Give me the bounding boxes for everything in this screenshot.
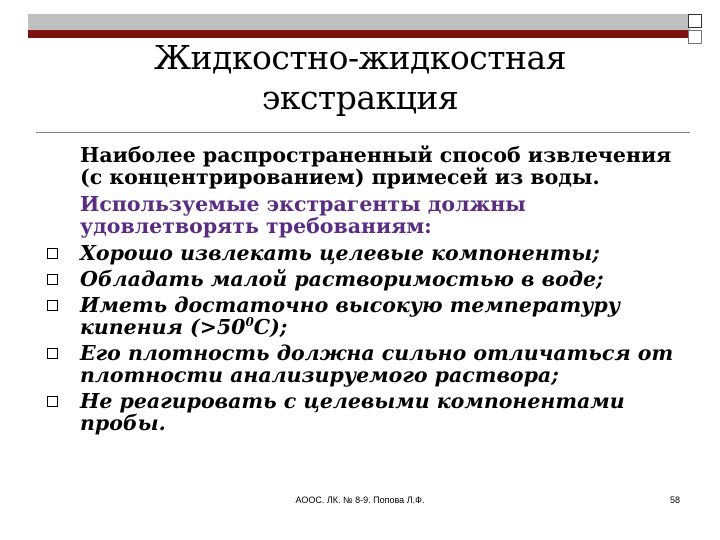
square-bullet-icon (47, 248, 58, 259)
header-red-bar (28, 30, 690, 38)
list-item-text: Обладать малой растворимостью в воде; (80, 267, 604, 291)
superscript: 0 (245, 315, 254, 330)
list-item (40, 294, 700, 338)
list-item-text: Не реагировать с целевыми компонентами пробы. (80, 389, 625, 435)
list-item-text: Иметь достаточно высокую температуру кипения (>50 (80, 293, 621, 339)
requirements-paragraph: Используемые экстрагенты должны удовлетворять требованиям: (80, 192, 526, 238)
square-bullet-icon (47, 348, 58, 359)
list-item-text: Хорошо извлекать целевые компоненты; (80, 241, 600, 265)
corner-square-icon (688, 30, 702, 44)
title-divider (36, 132, 690, 133)
square-bullet-icon (47, 396, 58, 407)
page-number: 58 (669, 495, 680, 505)
list-item (40, 390, 700, 434)
list-item (40, 268, 700, 290)
slide-title: Жидкостно-жидкостная экстракция (153, 38, 567, 117)
list-item-text-tail: С); (253, 315, 288, 339)
list-item-text: Его плотность должна сильно отличаться от плотности анализируемого раствора; (80, 341, 674, 387)
corner-square-icon (688, 14, 702, 28)
slide-footer: АООС. ЛК. № 8-9. Попова Л.Ф. (295, 495, 425, 505)
slide-body (40, 144, 700, 438)
intro-paragraph: Наиболее распространенный способ извлечения (с концентрированием) примесей из воды. (80, 143, 672, 189)
list-item (40, 242, 700, 264)
square-bullet-icon (47, 274, 58, 285)
list-item (40, 342, 700, 386)
square-bullet-icon (47, 300, 58, 311)
header-gray-bar (28, 14, 690, 30)
